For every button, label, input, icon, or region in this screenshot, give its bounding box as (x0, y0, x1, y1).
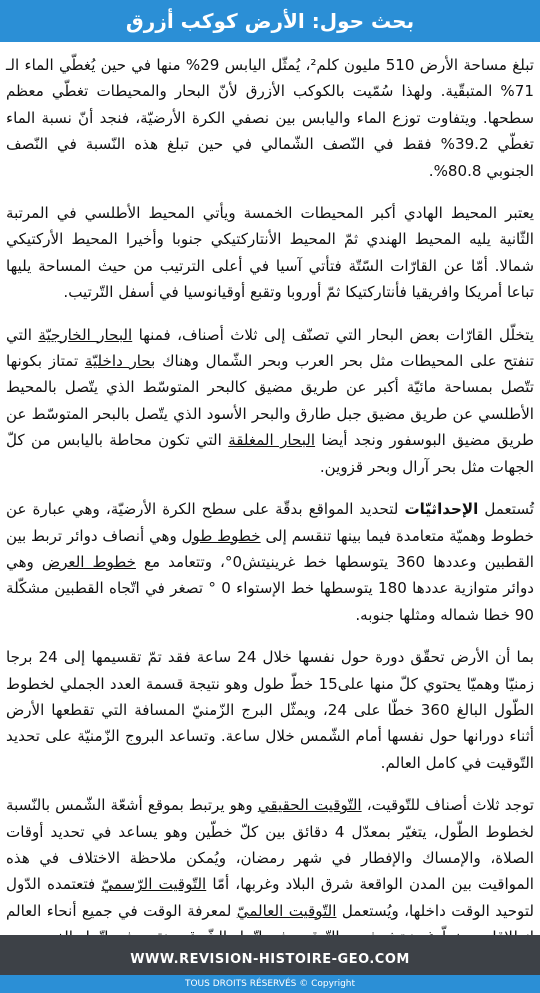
term-universal-time: التّوقيت العالميّ (236, 901, 337, 920)
text-segment: تُستعمل (478, 500, 535, 519)
text-segment: فتعتمده الدّول لتوحيد الوقت داخلها، ويُستعمل (6, 875, 534, 920)
term-official-time: التّوقيت الرّسميّ (101, 875, 207, 894)
paragraph-time-zones: بما أن الأرض تحقّق دورة حول نفسها خلال 24 ساعة فقد تمّ تقسيمها إلى 24 برجا زمنيّا وهميّا يحتوي كلّ منها على15 خطّ طول وهو نتيجة قسمة العدد الجملي لخطوط الطّول البالغ 360 خطّا على 24، ويمثّل البرج الزّمنيّ المسافة التي تقطعها الأرض أثناء دورانها حول نفسها أمام الشّمس خلال ساعة. وتساعد البروج الزّمنيّة على تحديد التّوقيت في كامل العالم. (6, 648, 534, 772)
term-inland-seas: بحار داخليّة (84, 352, 156, 371)
text-segment: تمتاز بكونها تتّصل بمساحة مائيّة أكبر عن طريق مضيق كالبحر المتوسّط الذي يتّصل بالمحيط الأطلسي عن طريق مضيق جبل طارق والبحر الأسود الذي يتّصل بالبحر المتوسّط عن طريق مضيق البوسفور ونجد أيضا (6, 352, 535, 450)
term-coordinates: الإحداثيّات (404, 500, 479, 519)
paragraph-time-types (6, 792, 534, 950)
text-segment: وهو يرتبط بموقع أشعّة الشّمس بالنّسبة لخطوط الطّول، يتغيّر بمعدّل 4 دقائق بين كلّ خطّين وهو يساعد في تحديد أوقات الصلاة، والإمساك والإفطار في شهر رمضان، ويُمكن ملاحظة الاختلاف في هذه المواقيت بين المدن الواقعة شرق البلاد وغربها، أمّا (6, 796, 535, 894)
term-longitude-lines: خطوط طول (181, 526, 261, 545)
text-segment: توجد ثلاث أصناف للتّوقيت، (361, 796, 534, 815)
footer-copyright: TOUS DROITS RÉSERVÉS © Copyright (0, 975, 540, 993)
term-closed-seas: البحار المغلقة (228, 431, 316, 450)
term-external-seas: البحار الخارجيّة (38, 325, 133, 344)
term-solar-time: التّوقيت الحقيقي (257, 796, 362, 815)
paragraph-seas (6, 322, 534, 480)
text-segment: وهي أنصاف دوائر تربط بين القطبين وعددها 360 يتوسطها خط غرينيتش0°، وتتعامد مع (6, 526, 534, 571)
paragraph-oceans-continents: يعتبر المحيط الهادي أكبر المحيطات الخمسة ويأتي المحيط الأطلسي في المرتبة الثّانية يليه المحيط الهندي ثمّ المحيط الأنتاركتيكي جنوبا وأخيرا المحيط الأركتيكي شمالا. أمّا عن القارّات السّتّة فتأتي آسيا في أعلى الترتيب من حيث المساحة يليها تباعا أمريكا وافريقيا فأنتاركتيكا ثمّ أوروبا وتقبع أوقيانوسيا في أسفل التّرتيب. (6, 204, 534, 302)
article-body (0, 42, 540, 951)
term-latitude-lines: خطوط العرض (41, 552, 136, 571)
paragraph-coordinates (6, 496, 534, 628)
paragraph-earth-area: تبلغ مساحة الأرض 510 مليون كلم²، يُمثّل اليابس 29% منها في حين يُغطّي الماء الـ 71% المتبقّية. ولهذا سُمّيت بالكوكب الأزرق لأنّ البحار والمحيطات تغطّي معظم سطحها. ويتفاوت توزع الماء واليابس بين نصفي الكرة الأرضيّة، فنجد أنّ نسبة الماء تغطّي 39.2% فقط في النّصف الشّمالي في حين تبلغ هذه النّسبة في النّصف الجنوبي 80.8%. (6, 56, 535, 180)
text-segment: التي تنفتح على المحيطات مثل بحر العرب وبحر الشّمال وهناك (6, 325, 534, 371)
text-segment: التي تكون محاطة باليابس من كلّ الجهات مثل بحر آرال وبحر قزوين. (6, 431, 534, 476)
text-segment: وهي دوائر متوازية عددها 180 يتوسطها خط الإستواء 0 ° تصغر في اتّجاه القطبين مشكّلة 90 خطا شماله ومثلها جنوبه. (6, 552, 534, 624)
text-segment: لمعرفة الوقت في جميع أنحاء العالم (6, 901, 232, 920)
footer-site-url[interactable]: WWW.REVISION-HISTOIRE-GEO.COM (130, 952, 410, 967)
page-title: بحث حول: الأرض كوكب أزرق (125, 9, 415, 33)
page-header (0, 0, 540, 42)
text-segment: يتخلّل القارّات بعض البحار التي تصنّف إلى ثلاث أصناف، فمنها (132, 325, 534, 344)
text-segment: لتحديد المواقع بدقّة على سطح الكرة الأرضيّة، وهي عبارة عن خطوط وهميّة متعامدة فيما بينها تنقسم إلى (6, 500, 534, 545)
